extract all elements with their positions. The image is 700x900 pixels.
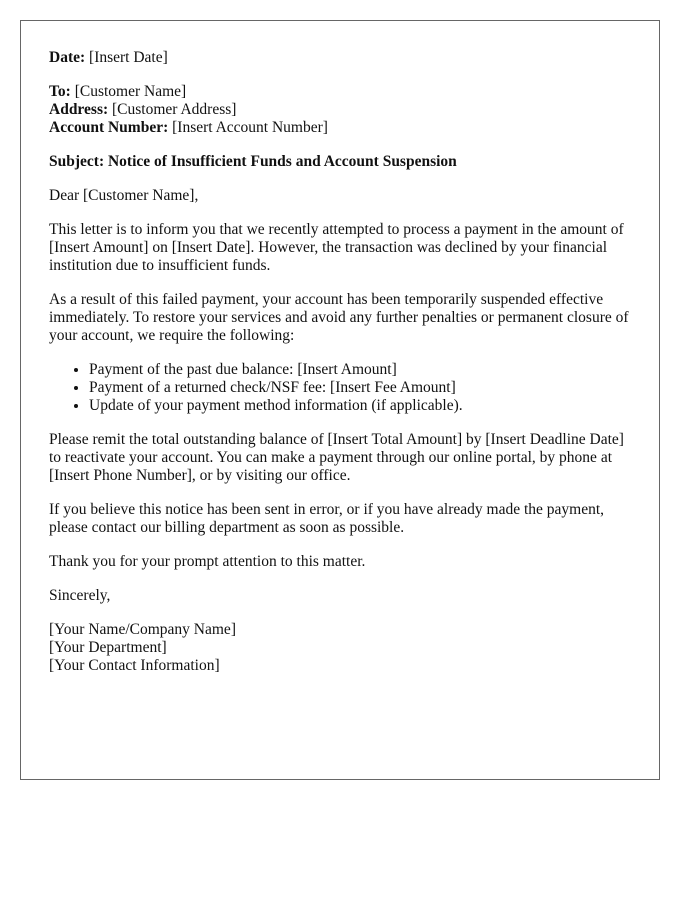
body-paragraph: Please remit the total outstanding balance of [Insert Total Amount] by [Insert Deadline Date] to reactivate your account. You can make a payment through our online portal, by phone at [Insert Phone Number], or by visiting our office. xyxy=(49,431,624,484)
date-line xyxy=(49,49,631,67)
closing: Sincerely, xyxy=(49,587,111,604)
list-item: • Payment of a returned check/NSF fee: [Insert Fee Amount] xyxy=(89,379,631,397)
address-value: [Customer Address] xyxy=(112,101,237,118)
body-paragraph: If you believe this notice has been sent in error, or if you have already made the payment, please contact our billing department as soon as possible. xyxy=(49,501,605,536)
signature-line: [Your Name/Company Name] xyxy=(49,621,236,638)
body-paragraph: As a result of this failed payment, your account has been temporarily suspended effective immediately. To restore your services and avoid any further penalties or permanent closure of your account, we require the following: xyxy=(49,291,629,344)
signature-line: [Your Contact Information] xyxy=(49,657,220,674)
to-line xyxy=(49,83,631,101)
list-item: • Payment of the past due balance: [Insert Amount] xyxy=(89,361,631,379)
recipient-block xyxy=(49,83,631,137)
letter-document xyxy=(20,20,660,780)
body-paragraph: Thank you for your prompt attention to this matter. xyxy=(49,553,366,570)
signature-block xyxy=(49,621,631,675)
to-value: [Customer Name] xyxy=(74,83,187,100)
date-value: [Insert Date] xyxy=(89,49,168,66)
subject-line: Subject: Notice of Insufficient Funds and Account Suspension xyxy=(49,153,457,170)
account-number-label: Account Number: xyxy=(49,119,169,136)
requirements-list xyxy=(49,361,631,415)
to-label: To: xyxy=(49,83,71,100)
signature-line: [Your Department] xyxy=(49,639,167,656)
body-paragraph: This letter is to inform you that we recently attempted to process a payment in the amount of [Insert Amount] on [Insert Date]. However, the transaction was declined by your financial institution due to insufficient funds. xyxy=(49,221,624,274)
address-line xyxy=(49,101,631,119)
address-label: Address: xyxy=(49,101,109,118)
account-number-line xyxy=(49,119,631,137)
list-item: • Update of your payment method information (if applicable). xyxy=(89,397,631,415)
salutation: Dear [Customer Name], xyxy=(49,187,199,204)
date-label: Date: xyxy=(49,49,86,66)
account-number-value: [Insert Account Number] xyxy=(172,119,328,136)
